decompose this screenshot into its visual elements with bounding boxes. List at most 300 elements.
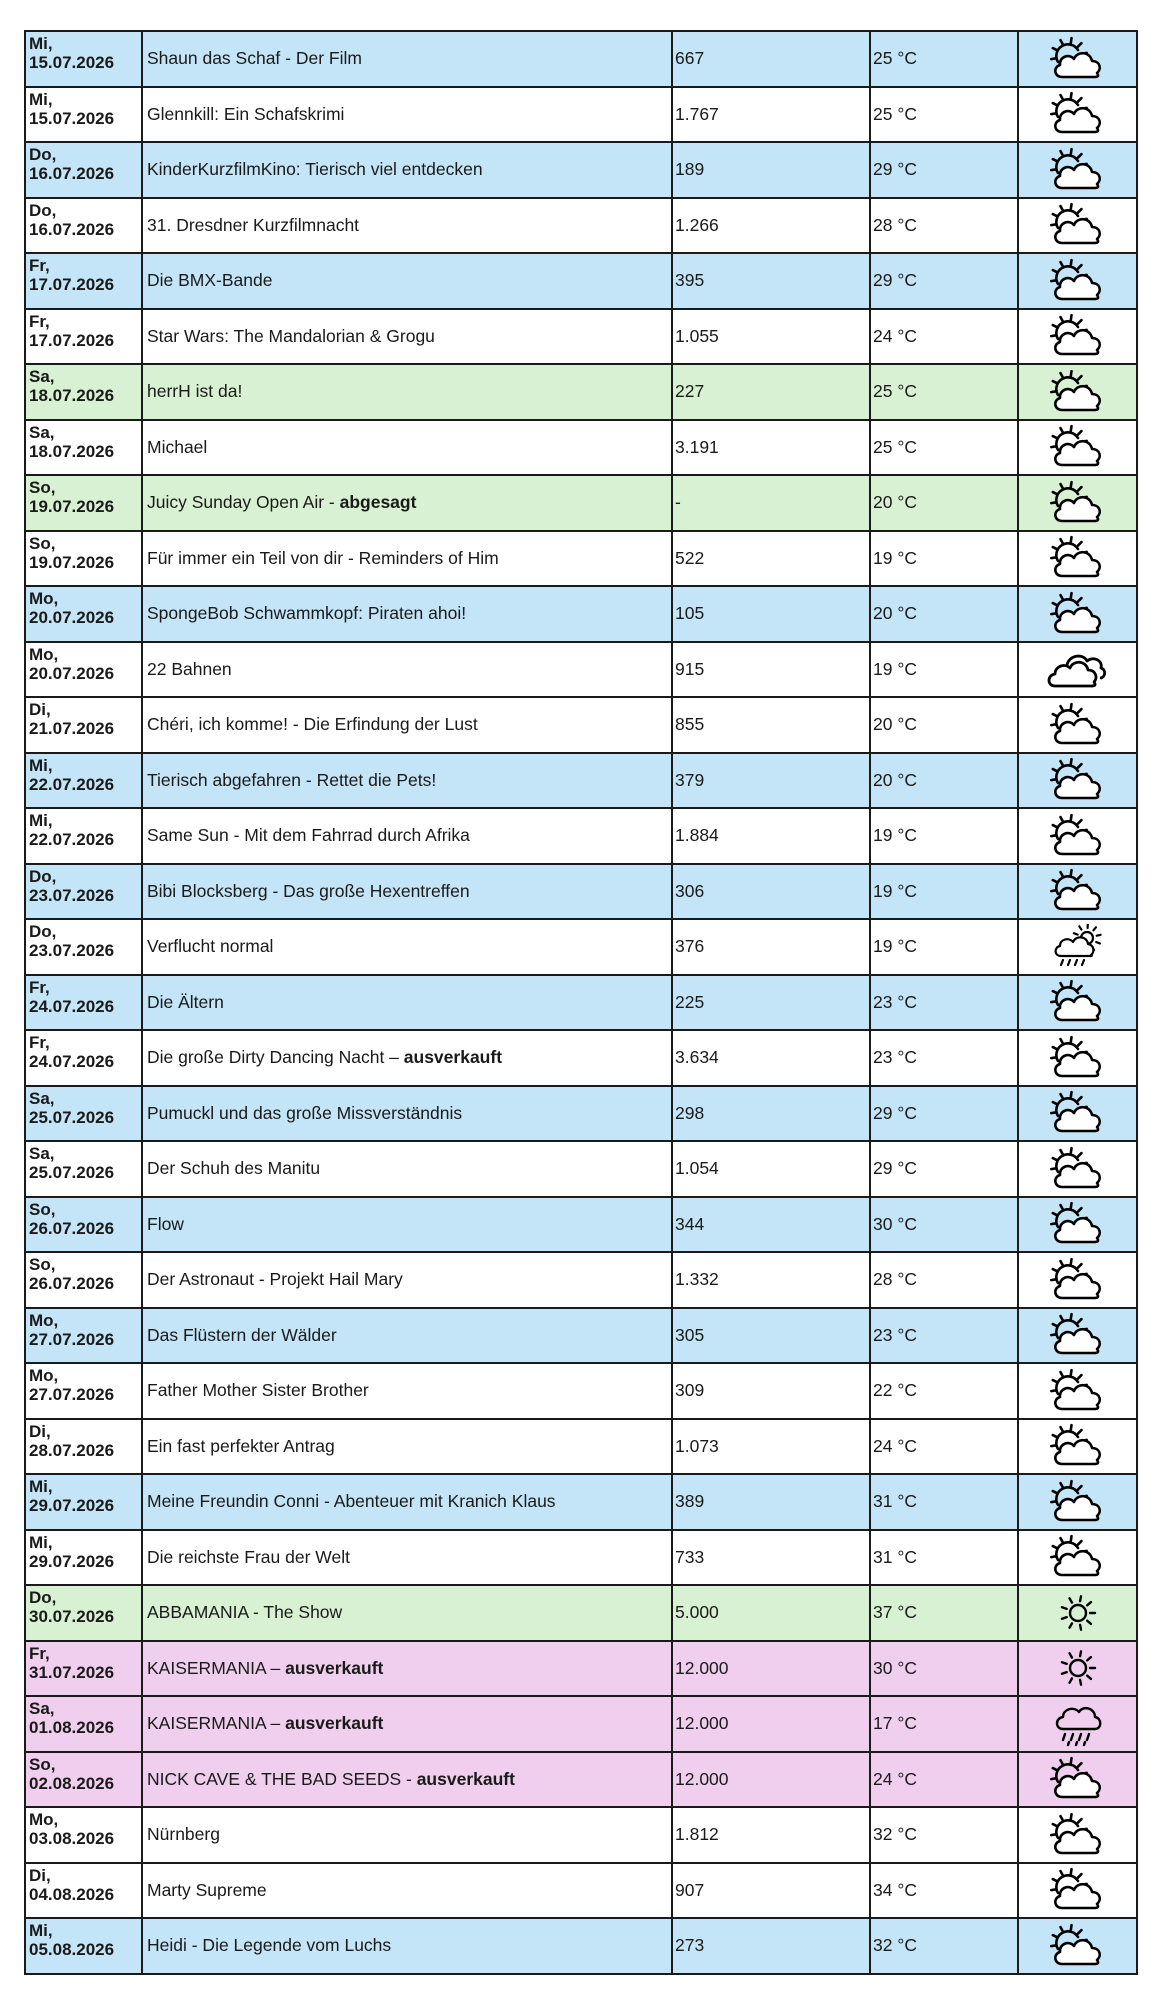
event-title-cell — [142, 586, 672, 642]
temperature-cell — [870, 1752, 1018, 1808]
date: 30.07.2026 — [29, 1607, 115, 1627]
event-title: Ein fast perfekter Antrag — [147, 1435, 335, 1456]
temperature-cell — [870, 1086, 1018, 1142]
visitor-count-cell — [672, 586, 870, 642]
weather-cell — [1018, 364, 1137, 420]
partly-sunny-icon — [1019, 91, 1136, 137]
visitor-count-cell — [672, 1197, 870, 1253]
partly-sunny-icon — [1019, 1534, 1136, 1580]
visitor-count-cell — [672, 1585, 870, 1641]
date: 25.07.2026 — [29, 1107, 115, 1127]
weekday: Di, — [29, 700, 51, 719]
weather-cell — [1018, 919, 1137, 975]
date-cell — [25, 697, 142, 753]
partly-sunny-icon — [1019, 202, 1136, 248]
table-row — [25, 1086, 1137, 1142]
visitor-count-cell — [672, 198, 870, 254]
date: 15.07.2026 — [29, 53, 115, 73]
weekday: Sa, — [29, 1699, 55, 1718]
temperature-cell — [870, 1641, 1018, 1697]
temperature-cell — [870, 1419, 1018, 1475]
event-title-cell — [142, 1474, 672, 1530]
date-cell — [25, 1419, 142, 1475]
temperature-cell — [870, 975, 1018, 1031]
visitor-count-cell — [672, 753, 870, 809]
event-title: Der Schuh des Manitu — [147, 1158, 321, 1179]
partly-sunny-icon — [1019, 535, 1136, 581]
weekday: Mi, — [29, 755, 53, 775]
table-row — [25, 1641, 1137, 1697]
visitor-count: 309 — [675, 1380, 705, 1401]
table-row — [25, 31, 1137, 87]
temperature: 25 °C — [873, 436, 917, 457]
temperature-cell — [870, 1696, 1018, 1752]
weather-cell — [1018, 1641, 1137, 1697]
temperature: 34 °C — [873, 1879, 917, 1900]
date: 19.07.2026 — [29, 497, 115, 517]
date: 20.07.2026 — [29, 608, 115, 628]
temperature-cell — [870, 1363, 1018, 1419]
event-title-cell — [142, 364, 672, 420]
event-title: Die Ältern — [147, 991, 224, 1012]
date: 17.07.2026 — [29, 330, 115, 350]
weekday: Sa, — [29, 1144, 55, 1163]
event-title-cell — [142, 531, 672, 587]
event-title-cell — [142, 1086, 672, 1142]
event-title-cell — [142, 1308, 672, 1364]
partly-sunny-icon — [1019, 480, 1136, 526]
date-cell — [25, 1807, 142, 1863]
visitor-count: 1.054 — [675, 1158, 719, 1179]
event-schedule-table — [24, 30, 1138, 1975]
temperature: 32 °C — [873, 1935, 917, 1956]
sun-rain-icon — [1019, 924, 1136, 970]
date-cell — [25, 1086, 142, 1142]
event-status-note: ausverkauft — [285, 1657, 384, 1678]
date: 21.07.2026 — [29, 719, 115, 739]
weekday: Mi, — [29, 1921, 53, 1940]
event-title-cell — [142, 1918, 672, 1974]
temperature: 29 °C — [873, 270, 917, 291]
weekday: Do, — [29, 866, 57, 886]
temperature-cell — [870, 142, 1018, 198]
partly-sunny-icon — [1019, 1423, 1136, 1469]
weekday: Di, — [29, 1421, 51, 1441]
table-row — [25, 1585, 1137, 1641]
weekday: Fr, — [29, 311, 50, 331]
table-row — [25, 1474, 1137, 1530]
date: 04.08.2026 — [29, 1884, 115, 1904]
event-title-cell — [142, 753, 672, 809]
temperature: 32 °C — [873, 1824, 917, 1845]
weekday: Mo, — [29, 589, 59, 608]
date: 19.07.2026 — [29, 552, 115, 572]
weather-cell — [1018, 87, 1137, 143]
temperature-cell — [870, 364, 1018, 420]
event-title: Die BMX-Bande — [147, 270, 273, 291]
weekday: Do, — [29, 1588, 57, 1607]
table-row — [25, 1141, 1137, 1197]
partly-sunny-icon — [1019, 1923, 1136, 1969]
visitor-count-cell — [672, 87, 870, 143]
temperature: 31 °C — [873, 1491, 917, 1512]
event-title: 31. Dresdner Kurzfilmnacht — [147, 214, 360, 235]
event-title-cell — [142, 87, 672, 143]
visitor-count: 298 — [675, 1102, 705, 1123]
partly-sunny-icon — [1019, 591, 1136, 637]
weekday: Fr, — [29, 1643, 50, 1663]
weather-cell — [1018, 531, 1137, 587]
event-title: Star Wars: The Mandalorian & Grogu — [147, 325, 435, 346]
table-row — [25, 531, 1137, 587]
temperature-cell — [870, 586, 1018, 642]
partly-sunny-icon — [1019, 369, 1136, 415]
visitor-count: 667 — [675, 48, 705, 69]
partly-sunny-icon — [1019, 1756, 1136, 1802]
date-cell — [25, 1863, 142, 1919]
temperature-cell — [870, 309, 1018, 365]
date: 03.08.2026 — [29, 1829, 115, 1849]
visitor-count: 273 — [675, 1935, 705, 1956]
partly-sunny-icon — [1019, 258, 1136, 304]
temperature: 23 °C — [873, 991, 917, 1012]
partly-sunny-icon — [1019, 813, 1136, 859]
event-title: Marty Supreme — [147, 1879, 267, 1900]
event-title-cell — [142, 475, 672, 531]
temperature-cell — [870, 420, 1018, 476]
event-title-cell — [142, 1030, 672, 1086]
visitor-count: 1.767 — [675, 103, 719, 124]
date-cell — [25, 253, 142, 309]
visitor-count: 376 — [675, 936, 705, 957]
temperature-cell — [870, 1530, 1018, 1586]
visitor-count-cell — [672, 475, 870, 531]
date-cell — [25, 975, 142, 1031]
event-status-note: abgesagt — [339, 492, 417, 513]
table-row — [25, 1030, 1137, 1086]
weather-cell — [1018, 420, 1137, 476]
visitor-count: 1.884 — [675, 825, 719, 846]
weekday: Mo, — [29, 644, 59, 664]
visitor-count: 733 — [675, 1546, 705, 1567]
date-cell — [25, 1474, 142, 1530]
table-row — [25, 919, 1137, 975]
table-row — [25, 1197, 1137, 1253]
table-row — [25, 198, 1137, 254]
visitor-count: 227 — [675, 381, 705, 402]
weekday: Mi, — [29, 1532, 53, 1552]
weather-cell — [1018, 31, 1137, 87]
partly-sunny-icon — [1019, 1035, 1136, 1081]
visitor-count: 907 — [675, 1879, 705, 1900]
event-title-cell — [142, 198, 672, 254]
visitor-count-cell — [672, 253, 870, 309]
event-title: Flow — [147, 1213, 184, 1234]
visitor-count: 12.000 — [675, 1768, 729, 1789]
visitor-count-cell — [672, 864, 870, 920]
weekday: Do, — [29, 200, 57, 220]
schedule-body — [25, 31, 1137, 1974]
weather-cell — [1018, 1474, 1137, 1530]
weather-cell — [1018, 1363, 1137, 1419]
temperature: 20 °C — [873, 492, 917, 513]
temperature: 24 °C — [873, 1435, 917, 1456]
weather-cell — [1018, 753, 1137, 809]
partly-sunny-icon — [1019, 979, 1136, 1025]
date-cell — [25, 531, 142, 587]
weekday: So, — [29, 478, 56, 497]
weekday: Fr, — [29, 977, 50, 997]
visitor-count: 12.000 — [675, 1657, 729, 1678]
visitor-count: 522 — [675, 547, 705, 568]
event-title-cell — [142, 420, 672, 476]
event-title: herrH ist da! — [147, 381, 243, 402]
visitor-count-cell — [672, 1252, 870, 1308]
partly-sunny-icon — [1019, 313, 1136, 359]
partly-sunny-icon — [1019, 1090, 1136, 1136]
partly-sunny-icon — [1019, 702, 1136, 748]
visitor-count: 225 — [675, 991, 705, 1012]
date-cell — [25, 808, 142, 864]
table-row — [25, 586, 1137, 642]
temperature-cell — [870, 1585, 1018, 1641]
temperature-cell — [870, 808, 1018, 864]
visitor-count: 105 — [675, 603, 705, 624]
weather-cell — [1018, 1308, 1137, 1364]
visitor-count-cell — [672, 1086, 870, 1142]
visitor-count: 395 — [675, 270, 705, 291]
visitor-count-cell — [672, 697, 870, 753]
date-cell — [25, 919, 142, 975]
temperature: 28 °C — [873, 1269, 917, 1290]
weather-cell — [1018, 1696, 1137, 1752]
date-cell — [25, 1585, 142, 1641]
event-title: KinderKurzfilmKino: Tierisch viel entdecken — [147, 159, 483, 180]
rain-icon — [1019, 1701, 1136, 1747]
date: 18.07.2026 — [29, 441, 115, 461]
date-cell — [25, 642, 142, 698]
table-row — [25, 309, 1137, 365]
visitor-count-cell — [672, 142, 870, 198]
weekday: Do, — [29, 145, 57, 164]
temperature: 31 °C — [873, 1546, 917, 1567]
temperature: 19 °C — [873, 880, 917, 901]
temperature: 20 °C — [873, 603, 917, 624]
visitor-count-cell — [672, 1030, 870, 1086]
date-cell — [25, 31, 142, 87]
partly-sunny-icon — [1019, 1368, 1136, 1414]
partly-sunny-icon — [1019, 36, 1136, 82]
partly-sunny-icon — [1019, 1479, 1136, 1525]
date: 27.07.2026 — [29, 1329, 115, 1349]
temperature: 23 °C — [873, 1324, 917, 1345]
table-row — [25, 1308, 1137, 1364]
weather-cell — [1018, 309, 1137, 365]
temperature: 28 °C — [873, 214, 917, 235]
table-row — [25, 1419, 1137, 1475]
temperature: 30 °C — [873, 1657, 917, 1678]
weather-cell — [1018, 142, 1137, 198]
weekday: Mi, — [29, 89, 53, 109]
weather-cell — [1018, 697, 1137, 753]
date-cell — [25, 420, 142, 476]
date: 02.08.2026 — [29, 1773, 115, 1793]
date: 28.07.2026 — [29, 1440, 115, 1460]
table-row — [25, 87, 1137, 143]
visitor-count: 3.634 — [675, 1047, 719, 1068]
event-title: Chéri, ich komme! - Die Erfindung der Lust — [147, 714, 478, 735]
visitor-count: - — [675, 492, 681, 513]
table-row — [25, 1863, 1137, 1919]
visitor-count: 344 — [675, 1213, 705, 1234]
temperature-cell — [870, 31, 1018, 87]
event-title-cell — [142, 1641, 672, 1697]
weekday: Do, — [29, 922, 57, 941]
weather-cell — [1018, 1752, 1137, 1808]
visitor-count-cell — [672, 1752, 870, 1808]
temperature-cell — [870, 1308, 1018, 1364]
event-title-cell — [142, 697, 672, 753]
visitor-count-cell — [672, 1141, 870, 1197]
visitor-count-cell — [672, 1363, 870, 1419]
visitor-count-cell — [672, 1474, 870, 1530]
temperature: 23 °C — [873, 1047, 917, 1068]
temperature-cell — [870, 253, 1018, 309]
weather-cell — [1018, 253, 1137, 309]
table-row — [25, 475, 1137, 531]
visitor-count: 12.000 — [675, 1713, 729, 1734]
table-row — [25, 808, 1137, 864]
weather-cell — [1018, 475, 1137, 531]
weather-cell — [1018, 1585, 1137, 1641]
sunny-icon — [1019, 1645, 1136, 1691]
temperature: 20 °C — [873, 714, 917, 735]
date: 20.07.2026 — [29, 663, 115, 683]
weather-cell — [1018, 975, 1137, 1031]
temperature-cell — [870, 697, 1018, 753]
visitor-count-cell — [672, 975, 870, 1031]
partly-sunny-icon — [1019, 868, 1136, 914]
event-title: Meine Freundin Conni - Abenteuer mit Kranich Klaus — [147, 1491, 556, 1512]
weather-cell — [1018, 1918, 1137, 1974]
temperature: 29 °C — [873, 1158, 917, 1179]
event-title: Same Sun - Mit dem Fahrrad durch Afrika — [147, 825, 470, 846]
temperature-cell — [870, 475, 1018, 531]
temperature: 17 °C — [873, 1713, 917, 1734]
visitor-count: 189 — [675, 159, 705, 180]
temperature: 29 °C — [873, 1102, 917, 1123]
date: 29.07.2026 — [29, 1551, 115, 1571]
temperature: 19 °C — [873, 825, 917, 846]
table-row — [25, 1918, 1137, 1974]
weekday: Mo, — [29, 1366, 59, 1385]
weekday: Sa, — [29, 422, 55, 442]
visitor-count-cell — [672, 1696, 870, 1752]
temperature-cell — [870, 1863, 1018, 1919]
event-title: Der Astronaut - Projekt Hail Mary — [147, 1269, 403, 1290]
visitor-count-cell — [672, 642, 870, 698]
table-row — [25, 1807, 1137, 1863]
weather-cell — [1018, 1419, 1137, 1475]
weekday: Fr, — [29, 1033, 50, 1052]
event-title-cell — [142, 1141, 672, 1197]
temperature: 19 °C — [873, 547, 917, 568]
visitor-count-cell — [672, 1641, 870, 1697]
date-cell — [25, 864, 142, 920]
event-title-cell — [142, 1252, 672, 1308]
event-title: 22 Bahnen — [147, 658, 232, 679]
event-title: Nürnberg — [147, 1824, 220, 1845]
date: 05.08.2026 — [29, 1940, 115, 1960]
weekday: So, — [29, 533, 56, 553]
event-title-cell — [142, 253, 672, 309]
table-row — [25, 753, 1137, 809]
visitor-count: 389 — [675, 1491, 705, 1512]
temperature: 24 °C — [873, 1768, 917, 1789]
temperature-cell — [870, 1918, 1018, 1974]
event-title: Für immer ein Teil von dir - Reminders of Him — [147, 547, 499, 568]
event-title: Verflucht normal — [147, 936, 274, 957]
table-row — [25, 1530, 1137, 1586]
event-title: Tierisch abgefahren - Rettet die Pets! — [147, 769, 437, 790]
table-row — [25, 1752, 1137, 1808]
event-title-cell — [142, 31, 672, 87]
cloudy-icon — [1019, 646, 1136, 692]
weekday: Fr, — [29, 256, 50, 275]
weekday: So, — [29, 1754, 56, 1774]
temperature-cell — [870, 1474, 1018, 1530]
weekday: Sa, — [29, 1088, 55, 1108]
visitor-count-cell — [672, 1863, 870, 1919]
event-title-cell — [142, 1696, 672, 1752]
date: 18.07.2026 — [29, 386, 115, 406]
event-title-cell — [142, 1752, 672, 1808]
weather-cell — [1018, 198, 1137, 254]
table-row — [25, 697, 1137, 753]
visitor-count: 1.332 — [675, 1269, 719, 1290]
event-title: Shaun das Schaf - Der Film — [147, 48, 362, 69]
event-title: Father Mother Sister Brother — [147, 1380, 369, 1401]
event-title: Pumuckl und das große Missverständnis — [147, 1102, 463, 1123]
visitor-count: 306 — [675, 880, 705, 901]
date-cell — [25, 1308, 142, 1364]
weather-cell — [1018, 808, 1137, 864]
event-title: Juicy Sunday Open Air - — [147, 492, 340, 513]
visitor-count-cell — [672, 1419, 870, 1475]
temperature-cell — [870, 753, 1018, 809]
weekday: So, — [29, 1199, 56, 1219]
partly-sunny-icon — [1019, 757, 1136, 803]
weekday: Mi, — [29, 34, 53, 53]
event-title: Michael — [147, 436, 208, 457]
table-row — [25, 1252, 1137, 1308]
temperature-cell — [870, 1030, 1018, 1086]
visitor-count-cell — [672, 309, 870, 365]
date-cell — [25, 1141, 142, 1197]
date: 15.07.2026 — [29, 108, 115, 128]
event-title-cell — [142, 1585, 672, 1641]
table-row — [25, 253, 1137, 309]
event-title-cell — [142, 1197, 672, 1253]
weekday: Mi, — [29, 1477, 53, 1496]
date: 26.07.2026 — [29, 1218, 115, 1238]
table-row — [25, 142, 1137, 198]
table-row — [25, 1363, 1137, 1419]
event-title-cell — [142, 1530, 672, 1586]
visitor-count-cell — [672, 808, 870, 864]
visitor-count: 1.266 — [675, 214, 719, 235]
event-title-cell — [142, 808, 672, 864]
